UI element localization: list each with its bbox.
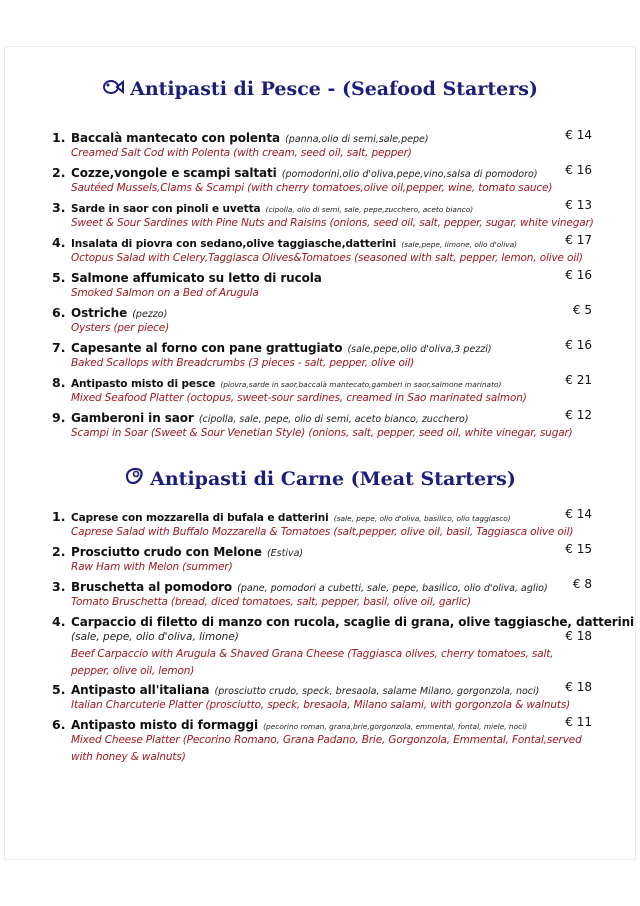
menu-item xyxy=(52,163,592,197)
menu-item xyxy=(52,715,592,765)
item-number: 3. xyxy=(52,578,66,594)
item-price: € 17 xyxy=(565,232,592,247)
menu-item xyxy=(52,233,592,267)
menu-item xyxy=(52,303,592,337)
item-english: Scampi in Soar (Sweet & Sour Venetian Style) (onions, salt, pepper, seed oil, white vinegar, sugar) xyxy=(71,426,573,439)
item-ingredients: (pomodorini,olio d'oliva,pepe,vino,salsa di pomodoro) xyxy=(281,168,538,180)
item-price: € 18 xyxy=(565,679,592,694)
item-number: 9. xyxy=(52,409,66,425)
item-ingredients: (Estiva) xyxy=(266,547,304,559)
item-number: 1. xyxy=(52,509,66,524)
item-name: Baccalà mantecato con polenta xyxy=(71,131,280,145)
fish-icon xyxy=(102,78,124,101)
item-name: Capesante al forno con pane grattugiato xyxy=(71,340,343,355)
menu-item xyxy=(52,507,592,541)
item-price: € 13 xyxy=(565,197,592,212)
item-number: 4. xyxy=(52,234,66,250)
item-english: Raw Ham with Melon (summer) xyxy=(71,561,233,574)
item-english: Sautéed Mussels,Clams & Scampi (with cherry tomatoes,olive oil,pepper, wine, tomato sauce) xyxy=(71,182,553,195)
menu-item xyxy=(52,680,592,714)
section-title-meat: Antipasti di Carne (Meat Starters) xyxy=(0,466,640,491)
item-price: € 5 xyxy=(572,302,592,317)
item-ingredients: (pecorino roman, grana,brie,gorgonzola, emmental, fontal, miele, noci) xyxy=(263,721,528,731)
item-line xyxy=(52,268,592,285)
item-ingredients: (piovra,sarde in saor,baccalà mantecato,gamberi in saor,salmone marinato) xyxy=(220,379,502,389)
menu-item xyxy=(52,198,592,232)
item-name: Insalata di piovra con sedano,olive taggiasche,datterini xyxy=(71,237,397,250)
item-line xyxy=(52,303,592,320)
item-name: Sarde in saor con pinoli e uvetta xyxy=(71,202,261,215)
menu-item xyxy=(52,408,592,442)
item-english: Oysters (per piece) xyxy=(71,322,170,335)
item-name: Bruschetta al pomodoro xyxy=(71,579,233,594)
item-number: 4. xyxy=(52,613,66,629)
item-line xyxy=(52,680,592,697)
meat-icon xyxy=(124,466,144,491)
item-number: 5. xyxy=(52,681,66,697)
item-english: Caprese Salad with Buffalo Mozzarella & Tomatoes (salt,pepper, olive oil, basil, Taggiasca olive oil) xyxy=(71,526,574,539)
item-name: Antipasto misto di formaggi xyxy=(71,717,259,732)
item-name: Carpaccio di filetto di manzo con rucola, scaglie di grana, olive taggiasche, datterini xyxy=(71,614,635,629)
item-ingredients: (pezzo) xyxy=(132,308,168,320)
item-ingredients: (sale,pepe, limone, olio d'oliva) xyxy=(401,239,518,249)
item-line xyxy=(52,163,592,180)
item-price: € 15 xyxy=(565,541,592,556)
item-line xyxy=(52,198,592,215)
item-ingredients: (sale, pepe, olio d'oliva, limone) xyxy=(71,631,239,644)
item-name: Cozze,vongole e scampi saltati xyxy=(71,165,277,180)
menu-item xyxy=(52,612,635,679)
item-number: 8. xyxy=(52,374,66,390)
item-english: Mixed Seafood Platter (octopus, sweet-sour sardines, creamed in Sao marinated salmon) xyxy=(71,391,527,404)
item-english: Octopus Salad with Celery,Taggiasca Olives&Tomatoes (seasoned with salt, pepper, lemon, olive oil) xyxy=(71,252,583,265)
item-ingredients: (cipolla, olio di semi, sale, pepe,zucchero, aceto bianco) xyxy=(265,204,474,214)
item-english: Italian Charcuterie Platter (prosciutto, speck, bresaola, Milano salami, with gorgonzola & walnuts) xyxy=(71,699,571,712)
menu-item xyxy=(52,373,592,407)
menu-item xyxy=(52,128,592,162)
item-line xyxy=(52,233,592,250)
meat-list xyxy=(52,507,635,766)
item-english: Beef Carpaccio with Arugula & Shaved Grana Cheese (Taggiasca olives, cherry tomatoes, salt, pepper, olive oil, lemon) xyxy=(71,648,554,677)
item-english: Mixed Cheese Platter (Pecorino Romano, Grana Padano, Brie, Gorgonzola, Emmental, Fontal,served with honey & walnuts) xyxy=(71,734,582,763)
item-number: 5. xyxy=(52,269,66,285)
item-name: Prosciutto crudo con Melone xyxy=(71,544,262,559)
menu-item xyxy=(52,542,592,576)
item-english: Tomato Bruschetta (bread, diced tomatoes, salt, pepper, basil, olive oil, garlic) xyxy=(71,596,471,609)
item-ingredients: (panna,olio di semi,sale,pepe) xyxy=(285,134,429,145)
section-title-seafood: Antipasti di Pesce - (Seafood Starters) xyxy=(0,78,640,101)
item-line xyxy=(52,612,635,629)
item-name: Antipasto misto di pesce xyxy=(71,377,216,390)
seafood-list xyxy=(52,128,592,443)
item-name: Antipasto all'italiana xyxy=(71,682,210,697)
item-price: € 14 xyxy=(565,507,592,521)
item-ingredients: (sale,pepe,olio d'oliva,3 pezzi) xyxy=(347,343,492,355)
item-name: Ostriche xyxy=(71,305,128,320)
item-ingredients: (sale, pepe, olio d'oliva, basilico, olio taggiasco) xyxy=(333,514,511,523)
item-number: 3. xyxy=(52,199,66,215)
menu-item xyxy=(52,268,592,302)
item-ingredients: (cipolla, sale, pepe, olio di semi, aceto bianco, zucchero) xyxy=(198,413,469,425)
item-price: € 14 xyxy=(565,128,592,142)
item-line xyxy=(52,507,592,524)
item-ingredients: (prosciutto crudo, speck, bresaola, salame Milano, gorgonzola, noci) xyxy=(214,685,540,697)
menu-item xyxy=(52,338,592,372)
item-english: Smoked Salmon on a Bed of Arugula xyxy=(71,287,259,300)
item-price: € 16 xyxy=(565,337,592,352)
item-number: 2. xyxy=(52,164,66,180)
item-price: € 21 xyxy=(565,372,592,387)
item-number: 2. xyxy=(52,543,66,559)
item-price: € 11 xyxy=(565,714,592,729)
item-english: Sweet & Sour Sardines with Pine Nuts and Raisins (onions, seed oil, salt, pepper, sugar, white vinegar) xyxy=(71,217,594,230)
item-line xyxy=(52,128,592,145)
item-line xyxy=(52,542,592,559)
item-number: 6. xyxy=(52,304,66,320)
item-price: € 18 xyxy=(565,629,592,644)
item-name: Caprese con mozzarella di bufala e datterini xyxy=(71,512,329,524)
item-line xyxy=(52,338,592,355)
item-line xyxy=(52,408,592,425)
item-name: Gamberoni in saor xyxy=(71,410,194,425)
item-line xyxy=(52,715,592,732)
item-english: Baked Scallops with Breadcrumbs (3 pieces - salt, pepper, olive oil) xyxy=(71,357,415,369)
item-name: Salmone affumicato su letto di rucola xyxy=(71,270,322,285)
item-number: 7. xyxy=(52,339,66,355)
item-price: € 8 xyxy=(572,576,592,591)
item-line xyxy=(52,373,592,390)
item-ingredients: (pane, pomodori a cubetti, sale, pepe, basilico, olio d'oliva, aglio) xyxy=(237,582,548,594)
item-line xyxy=(52,577,592,594)
item-price: € 12 xyxy=(565,407,592,422)
item-price: € 16 xyxy=(565,162,592,177)
item-english: Creamed Salt Cod with Polenta (with cream, seed oil, salt, pepper) xyxy=(71,147,412,160)
menu-item xyxy=(52,577,592,611)
item-number: 6. xyxy=(52,716,66,732)
item-price: € 16 xyxy=(565,267,592,282)
item-number: 1. xyxy=(52,130,66,145)
